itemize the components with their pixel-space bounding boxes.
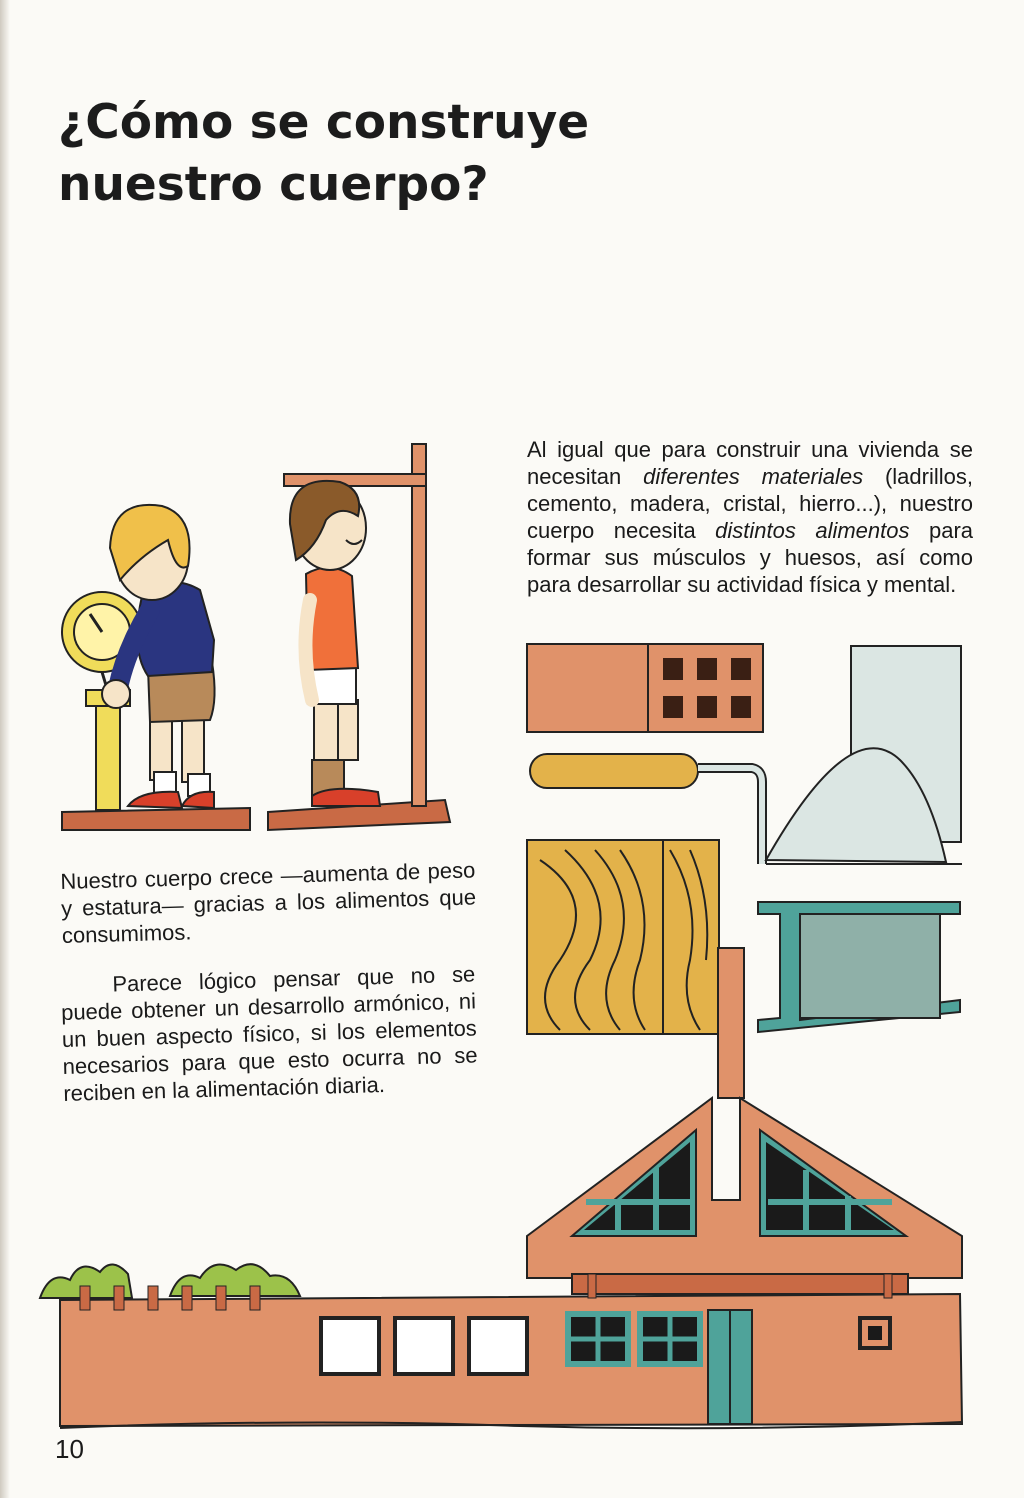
title-line-2: nuestro cuerpo?: [58, 157, 489, 212]
intro-text-2: (ladrillos, cemento, madera, cristal, hierro...), nuestro cuerpo necesita: [527, 464, 973, 543]
weighing-scale-icon: [62, 592, 142, 810]
gable-window-left: [572, 1130, 696, 1236]
brick-icon: [527, 644, 763, 732]
intro-text-3: para formar sus músculos y huesos, así como para desarrollar su actividad física y mental.: [527, 518, 973, 597]
steel-beam-icon: [758, 902, 960, 1032]
growth-paragraph: Nuestro cuerpo crece —aumenta de peso y estatura— gracias a los alimentos que consumimos.: [60, 857, 477, 948]
chimney-icon: [718, 948, 744, 1098]
window-1: [321, 1318, 379, 1374]
wood-icon: [527, 840, 719, 1034]
window-3: [469, 1318, 527, 1374]
children-illustration: [62, 444, 450, 830]
roof-icon: [527, 1098, 962, 1278]
intro-emphasis-2: distintos alimentos: [715, 518, 910, 543]
window-2: [395, 1318, 453, 1374]
floor-board-left: [62, 808, 250, 830]
title-line-1: ¿Cómo se construye: [58, 95, 590, 150]
development-paragraph: Parece lógico pensar que no se puede obtener un desarrollo armónico, ni un buen aspecto físico, si los elementos necesarios para que esto ocurra no se reciben en la alimentación diaria.: [60, 961, 478, 1106]
page-number: 10: [55, 1434, 84, 1464]
gable-window-right: [760, 1130, 906, 1236]
boy-measuring-height: [290, 481, 380, 806]
intro-emphasis-1: diferentes materiales: [643, 464, 864, 489]
intro-text-1: Al igual que para construir una vivienda se necesitan: [527, 437, 973, 489]
